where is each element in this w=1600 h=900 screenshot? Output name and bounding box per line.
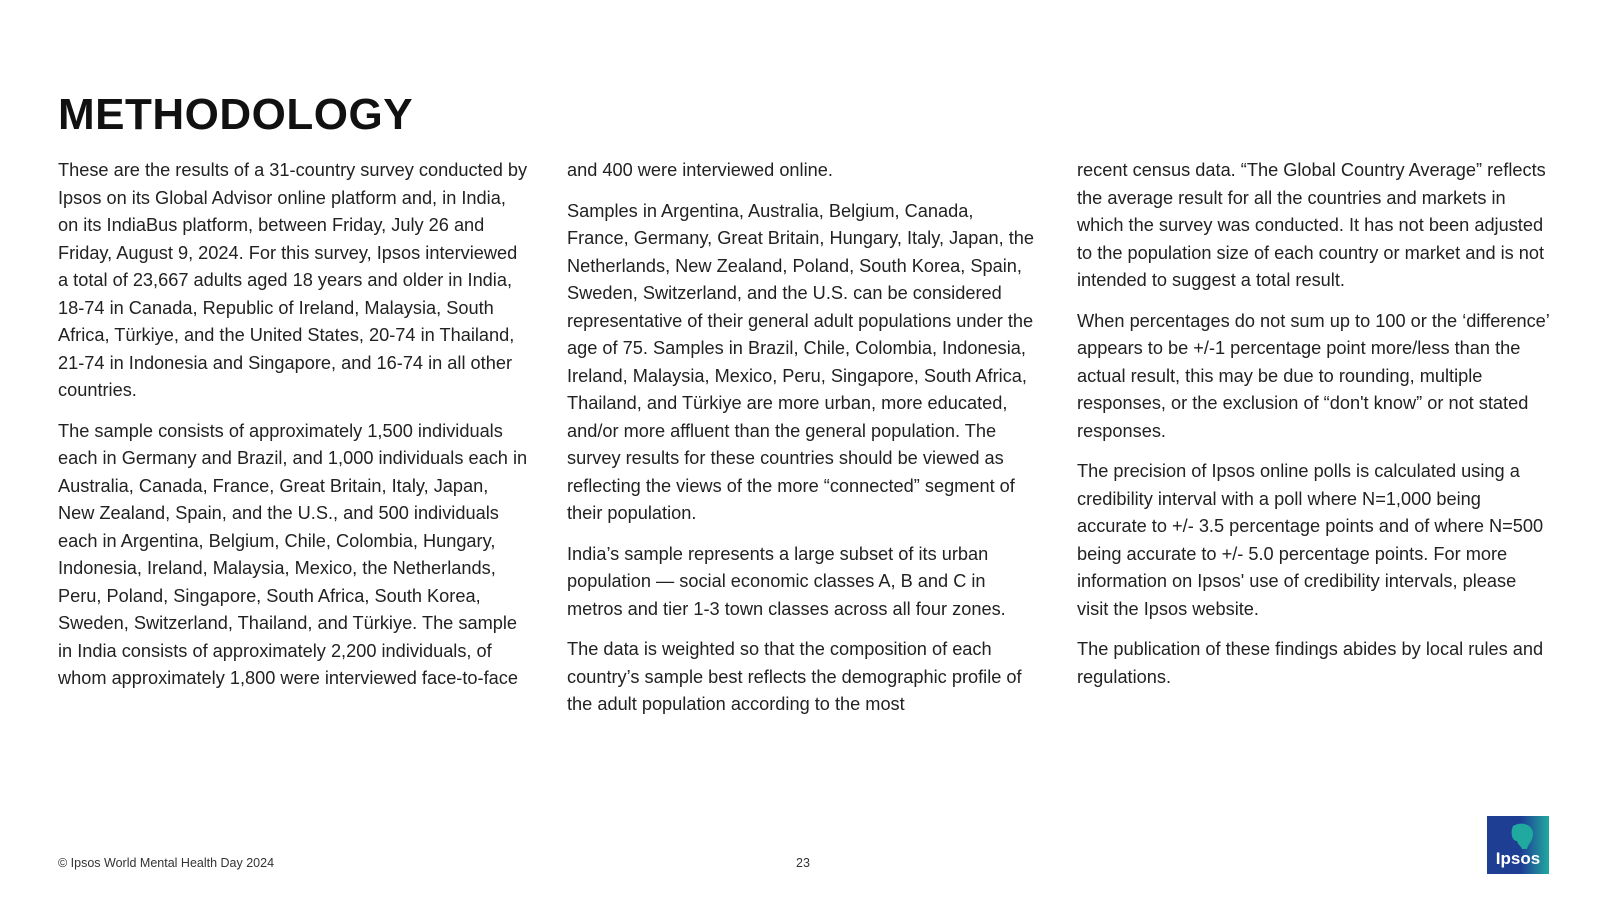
- paragraph-india-sample: India’s sample represents a large subset of its urban population — social economic classes A, B and C in metros and tier 1-3 town classes across all four zones.: [567, 543, 1006, 619]
- paragraph-sample-representativeness: Samples in Argentina, Australia, Belgium, Canada, France, Germany, Great Britain, Hungary, Italy, Japan, the Netherlands, New Zealand, Poland, South Korea, Spain, Sweden, Switzerland, and the U.S. can be considered representative of their general adult populations under the age of 75. Samples in Brazil, Chile, Colombia, Indonesia, Ireland, Malaysia, Mexico, Peru, Singapore, South Africa, Thailand, and Türkiye are more urban, more educated, and/or more affluent than the general population. The survey results for these countries should be viewed as reflecting the views of the more “connected” segment of their population.: [567, 200, 1035, 523]
- methodology-column-3: [1077, 157, 1552, 704]
- footer-copyright: © Ipsos World Mental Health Day 2024: [58, 856, 275, 870]
- ipsos-logo-icon: [1487, 816, 1549, 874]
- paragraph-survey-overview: These are the results of a 31-country survey conducted by Ipsos on its Global Advisor online platform and, in India, on its IndiaBus platform, between Friday, July 26 and Friday, August 9, 2024. For this survey, Ipsos interviewed a total of 23,667 adults aged 18 years and older in India, 18-74 in Canada, Republic of Ireland, Malaysia, South Africa, Türkiye, and the United States, 20-74 in Thailand, 21-74 in Indonesia and Singapore, and 16-74 in all other countries.: [58, 160, 528, 400]
- paragraph-weighting: The data is weighted so that the composition of each country’s sample best reflects the demographic profile of the adult population according to the most: [567, 639, 1022, 714]
- paragraph-publication: The publication of these findings abides by local rules and regulations.: [1077, 639, 1544, 687]
- page-number: 23: [796, 856, 810, 870]
- paragraph-global-average: recent census data. “The Global Country Average” reflects the average result for all the countries and markets in which the survey was conducted. It has not been adjusted to the population size of each country or market and is not intended to suggest a total result.: [1077, 160, 1546, 290]
- methodology-column-2: [567, 157, 1037, 732]
- paragraph-rounding: When percentages do not sum up to 100 or the ‘difference’ appears to be +/-1 percentage point more/less than the actual result, this may be due to rounding, multiple responses, or the exclusion of “don't know” or not stated responses.: [1077, 310, 1550, 441]
- methodology-column-1: [58, 157, 528, 706]
- logo-wordmark: Ipsos: [1495, 849, 1541, 868]
- page-title: METHODOLOGY: [58, 90, 414, 139]
- paragraph-sample-size: The sample consists of approximately 1,500 individuals each in Germany and Brazil, and 1,000 individuals each in Australia, Canada, France, Great Britain, Italy, Japan, New Zealand, Spain, and the U.S., and 500 individuals each in Argentina, Belgium, Chile, Colombia, Hungary, Indonesia, Ireland, Malaysia, Mexico, the Netherlands, Peru, Poland, Singapore, South Africa, South Korea, Sweden, Switzerland, Thailand, and Türkiye. The sample in India consists of approximately 2,200 individuals, of whom approximately 1,800 were interviewed face-to-face: [58, 420, 528, 688]
- paragraph-precision: The precision of Ipsos online polls is calculated using a credibility interval with a poll where N=1,000 being accurate to +/- 3.5 percentage points and of where N=500 being accurate to +/- 5.0 percentage points. For more information on Ipsos' use of credibility intervals, please visit the Ipsos website.: [1077, 461, 1544, 619]
- paragraph-india-online: and 400 were interviewed online.: [567, 160, 833, 180]
